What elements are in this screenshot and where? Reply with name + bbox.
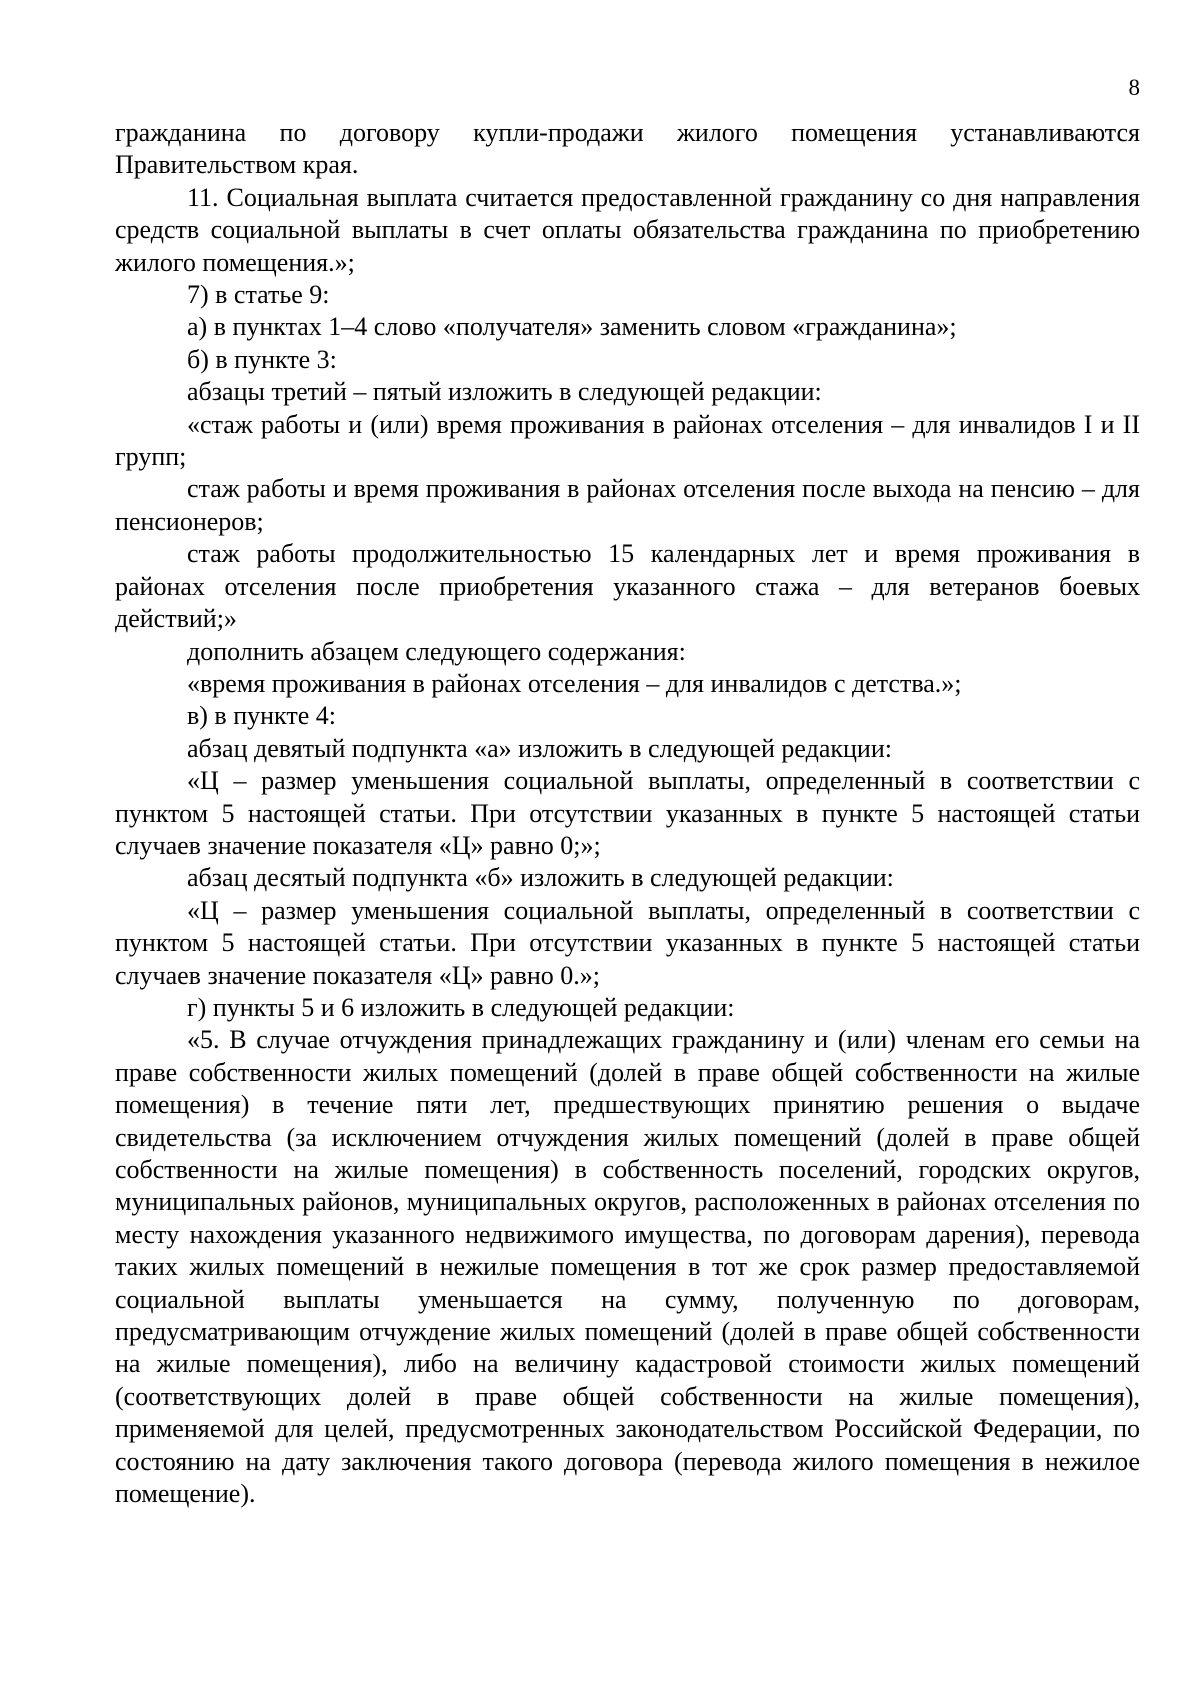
document-body [115, 117, 1140, 1510]
paragraph-ninth-subpoint-a: абзац девятый подпункта «а» изложить в следующей редакции: [187, 733, 892, 763]
paragraph-subitem-g: г) пункты 5 и 6 изложить в следующей редакции: [187, 992, 735, 1022]
paragraph-disabled-childhood: «время проживания в районах отселения – для инвалидов с детства.»; [187, 668, 962, 698]
paragraph-pensioners: стаж работы и время проживания в районах отселения после выхода на пенсию – для пенсионеров; [115, 474, 1140, 536]
paragraph-disabled-groups: «стаж работы и (или) время проживания в районах отселения – для инвалидов I и II групп; [115, 409, 1140, 472]
paragraph-article-9: 7) в статье 9: [187, 280, 330, 310]
paragraph-amend-3-5: абзацы третий – пятый изложить в следующей редакции: [187, 377, 822, 407]
paragraph-add-paragraph: дополнить абзацем следующего содержания: [187, 636, 686, 666]
paragraph-tenth-subpoint-b: абзац десятый подпункта «б» изложить в следующей редакции: [187, 863, 894, 893]
paragraph-c-definition-1: «Ц – размер уменьшения социальной выплаты, определенный в соответствии с пунктом 5 настоящей статьи. При отсутствии указанных в пункте 5 настоящей статьи случаев значение показателя «Ц» равно 0;»; [115, 766, 1140, 860]
paragraph-continuation: гражданина по договору купли-продажи жилого помещения устанавливаются Правительством края. [115, 118, 1140, 180]
paragraph-item-5: «5. В случае отчуждения принадлежащих гражданину и (или) членам его семьи на праве собственности жилых помещений (долей в праве общей собственности на жилые помещения) в течение пяти лет, предшествующих принятию решения о выдаче свидетельства (за исключением отчуждения жилых помещений (долей в праве общей собственности на жилые помещения) в собственность поселений, городских округов, муниципальных районов, муниципальных округов, расположенных в районах отселения по месту нахождения указанного недвижимого имущества, по договорам дарения), перевода таких жилых помещений в нежилые помещения в тот же срок размер предоставляемой социальной выплаты уменьшается на сумму, полученную по договорам, предусматривающим отчуждение жилых помещений (долей в праве общей собственности на жилые помещения), либо на величину кадастровой стоимости жилых помещений (соответствующих долей в праве общей собственности на жилые помещения), применяемой для целей, предусмотренных законодательством Российской Федерации, по состоянию на дату заключения такого договора (перевода жилого помещения в нежилое помещение). [115, 1025, 1140, 1509]
paragraph-subitem-b: б) в пункте 3: [187, 344, 337, 374]
paragraph-subitem-v: в) в пункте 4: [187, 701, 336, 731]
paragraph-subitem-a: а) в пунктах 1–4 слово «получателя» заменить словом «гражданина»; [187, 312, 957, 342]
paragraph-item-11: 11. Социальная выплата считается предоставленной гражданину со дня направления средств социальной выплаты в счет оплаты обязательства гражданина по приобретению жилого помещения.»; [115, 182, 1140, 277]
page-number: 8 [1128, 75, 1140, 100]
paragraph-c-definition-2: «Ц – размер уменьшения социальной выплаты, определенный в соответствии с пунктом 5 настоящей статьи. При отсутствии указанных в пункте 5 настоящей статьи случаев значение показателя «Ц» равно 0.»; [115, 895, 1140, 990]
paragraph-veterans: стаж работы продолжительностью 15 календарных лет и время проживания в районах отселения после приобретения указанного стажа – для ветеранов боевых действий;» [115, 539, 1140, 634]
